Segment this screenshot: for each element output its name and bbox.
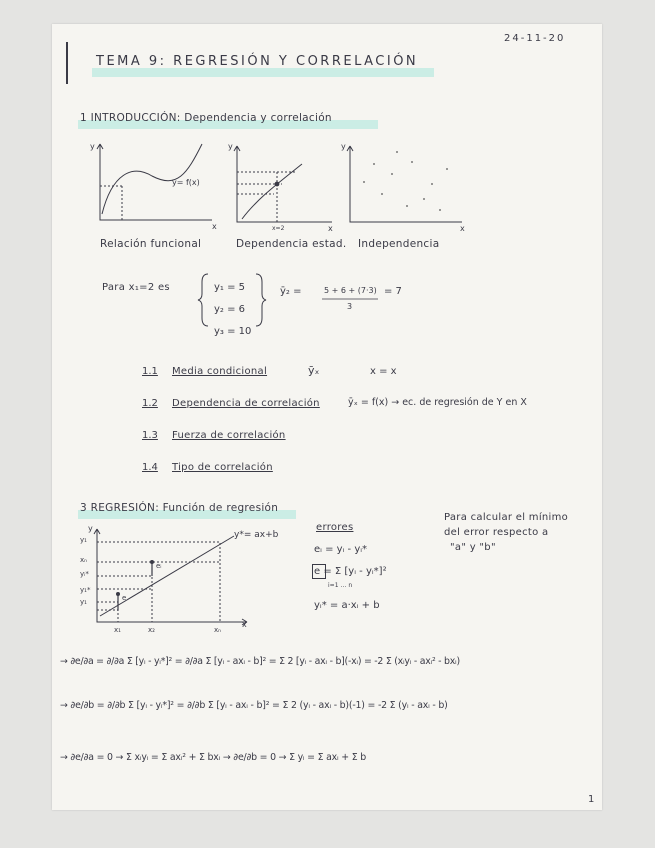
example-y3: y₃ = 10 bbox=[214, 326, 252, 337]
note-line: "a" y "b" bbox=[450, 542, 496, 553]
graph2-tick-label: x=2 bbox=[272, 225, 285, 232]
notebook-page bbox=[52, 24, 602, 810]
regression-x-label: xₙ bbox=[214, 626, 221, 634]
normal-equations: → ∂e/∂a = 0 → Σ xᵢyᵢ = Σ axᵢ² + Σ bxᵢ → ∂e/∂b = 0 → Σ yᵢ = Σ axᵢ + Σ b bbox=[60, 752, 366, 763]
note-line: Para calcular el mínimo bbox=[444, 512, 569, 523]
regression-x-axis-label: x bbox=[242, 620, 247, 629]
graph3-x-axis-label: x bbox=[460, 224, 465, 233]
example-mean-lhs: ȳ₂ = bbox=[280, 286, 302, 297]
regression-y-label: y₁ bbox=[80, 598, 87, 606]
graph3-y-axis-label: y bbox=[341, 142, 346, 151]
derivative-a-equation: → ∂e/∂a = ∂/∂a Σ [yᵢ - yᵢ*]² = ∂/∂a Σ [yᵢ - axᵢ - b]² = Σ 2 [yᵢ - axᵢ - b](-xᵢ) = -2 Σ (xᵢyᵢ - axᵢ² - bxᵢ) bbox=[60, 656, 460, 667]
error-sum: e = Σ [yᵢ - yᵢ*]² bbox=[314, 566, 387, 577]
errors-title: errores bbox=[316, 522, 354, 533]
subsection-title: Tipo de correlación bbox=[172, 462, 273, 473]
example-y2: y₂ = 6 bbox=[214, 304, 246, 315]
graph-label-statistical: Dependencia estad. bbox=[236, 238, 347, 250]
graph2-y-axis-label: y bbox=[228, 142, 233, 151]
graph1-y-axis-label: y bbox=[90, 142, 95, 151]
subsection-title: Dependencia de correlación bbox=[172, 398, 320, 409]
regression-y-label: y₁* bbox=[80, 586, 91, 594]
subsection-title: Media condicional bbox=[172, 366, 268, 377]
regression-x-label: x₂ bbox=[148, 626, 155, 634]
graph1-x-axis-label: x bbox=[212, 222, 217, 231]
example-mean-numerator: 5 + 6 + (7·3) bbox=[324, 286, 377, 295]
regression-y-label: xₙ bbox=[80, 556, 87, 564]
error-definition: eᵢ = yᵢ - yᵢ* bbox=[314, 544, 368, 555]
regression-y-label: y₁ bbox=[80, 536, 87, 544]
graph-label-independence: Independencia bbox=[358, 238, 440, 250]
example-mean-denominator: 3 bbox=[347, 302, 353, 311]
regression-y-axis-label: y bbox=[88, 524, 93, 533]
page-number: 1 bbox=[588, 794, 595, 805]
regression-x-label: x₁ bbox=[114, 626, 121, 634]
example-y1: y₁ = 5 bbox=[214, 282, 246, 293]
regression-y-label: yᵢ* bbox=[80, 570, 89, 578]
subsection-number: 1.4 bbox=[142, 462, 158, 473]
section1-heading: 1 INTRODUCCIÓN: Dependencia y correlación bbox=[80, 112, 332, 124]
section3-heading: 3 REGRESIÓN: Función de regresión bbox=[80, 502, 279, 514]
date: 24-11-20 bbox=[504, 33, 566, 44]
regression-line-label: y*= ax+b bbox=[234, 530, 279, 540]
example-mean-result: = 7 bbox=[384, 286, 402, 297]
derivative-b-equation: → ∂e/∂b = ∂/∂b Σ [yᵢ - yᵢ*]² = ∂/∂b Σ [yᵢ - axᵢ - b]² = Σ 2 (yᵢ - axᵢ - b)(-1) = -2 Σ (yᵢ - axᵢ - b) bbox=[60, 700, 448, 711]
prediction-definition: yᵢ* = a·xᵢ + b bbox=[314, 600, 380, 611]
subsection-extra: ȳₓ = f(x) → ec. de regresión de Y en X bbox=[348, 397, 527, 408]
subsection-number: 1.3 bbox=[142, 430, 158, 441]
graph1-curve-label: y= f(x) bbox=[172, 178, 200, 187]
subsection-title: Fuerza de correlación bbox=[172, 430, 286, 441]
example-prefix: Para x₁=2 es bbox=[102, 282, 170, 293]
residual-label: e bbox=[122, 594, 127, 602]
subsection-extra: x = x bbox=[370, 366, 397, 377]
note-line: del error respecto a bbox=[444, 527, 549, 538]
graph2-x-axis-label: x bbox=[328, 224, 333, 233]
page-title: TEMA 9: REGRESIÓN Y CORRELACIÓN bbox=[96, 54, 419, 69]
residual-label: eᵢ bbox=[156, 562, 162, 570]
graph-label-functional: Relación funcional bbox=[100, 238, 202, 250]
subsection-number: 1.2 bbox=[142, 398, 158, 409]
subsection-number: 1.1 bbox=[142, 366, 158, 377]
subsection-extra: ȳₓ bbox=[308, 364, 320, 377]
sum-limits: i=1 … n bbox=[328, 582, 353, 589]
